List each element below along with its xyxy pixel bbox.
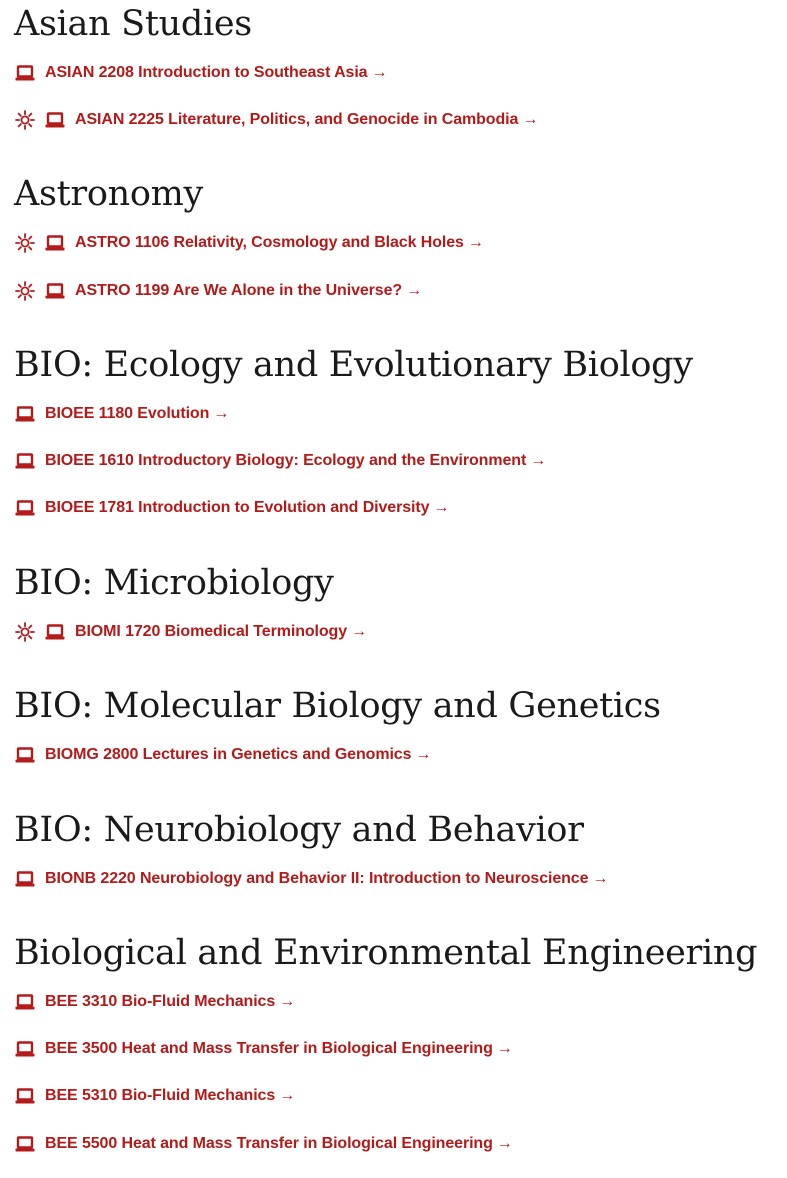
arrow-right-icon: → [351, 623, 368, 640]
arrow-right-icon: → [496, 1135, 513, 1152]
laptop-icon [14, 991, 36, 1013]
course-link[interactable] [14, 1037, 513, 1061]
arrow-right-icon: → [530, 452, 547, 469]
course-link[interactable] [14, 867, 608, 891]
course-title: BEE 5500 Heat and Mass Transfer in Biological Engineering [45, 1135, 493, 1152]
arrow-right-icon: → [371, 64, 388, 81]
sun-icon [14, 280, 36, 302]
laptop-icon [14, 450, 36, 472]
course-title: BIOEE 1180 Evolution [45, 405, 210, 422]
arrow-right-icon: → [279, 993, 296, 1010]
laptop-icon [14, 497, 36, 519]
course-link[interactable] [14, 620, 367, 644]
course-title: BIOMG 2800 Lectures in Genetics and Genomics [45, 746, 412, 763]
subject-section [14, 933, 784, 1152]
course-link[interactable] [14, 496, 449, 520]
laptop-icon [14, 62, 36, 84]
course-link[interactable] [14, 743, 431, 767]
subject-section [14, 4, 784, 128]
subject-section [14, 686, 784, 763]
course-title: BIONB 2220 Neurobiology and Behavior II: Introduction to Neuroscience [45, 870, 589, 887]
sun-icon [14, 232, 36, 254]
laptop-icon [44, 232, 66, 254]
laptop-icon [14, 1038, 36, 1060]
course-title: ASTRO 1106 Relativity, Cosmology and Black Holes [75, 234, 464, 251]
subject-heading: BIO: Molecular Biology and Genetics [14, 686, 661, 726]
subject-section [14, 563, 784, 640]
course-link[interactable] [14, 1084, 295, 1108]
course-title: ASIAN 2208 Introduction to Southeast Asia [45, 64, 368, 81]
course-link[interactable] [14, 108, 538, 132]
laptop-icon [14, 868, 36, 890]
sun-icon [14, 621, 36, 643]
laptop-icon [14, 744, 36, 766]
subject-section [14, 810, 784, 887]
sun-icon [14, 109, 36, 131]
course-link[interactable] [14, 402, 229, 426]
subject-section [14, 345, 784, 516]
course-link[interactable] [14, 1132, 513, 1156]
laptop-icon [14, 1133, 36, 1155]
arrow-right-icon: → [279, 1087, 296, 1104]
course-link[interactable] [14, 61, 387, 85]
course-title: BEE 3500 Heat and Mass Transfer in Biological Engineering [45, 1040, 493, 1057]
subject-heading: BIO: Microbiology [14, 563, 334, 603]
arrow-right-icon: → [433, 499, 450, 516]
subject-heading: Asian Studies [14, 4, 252, 44]
arrow-right-icon: → [406, 282, 423, 299]
course-title: BEE 5310 Bio-Fluid Mechanics [45, 1087, 276, 1104]
subject-heading: BIO: Ecology and Evolutionary Biology [14, 345, 693, 385]
course-title: BIOEE 1610 Introductory Biology: Ecology and the Environment [45, 452, 527, 469]
subject-heading: BIO: Neurobiology and Behavior [14, 810, 584, 850]
course-title: BIOEE 1781 Introduction to Evolution and Diversity [45, 499, 430, 516]
subject-heading: Astronomy [14, 174, 203, 214]
laptop-icon [44, 280, 66, 302]
arrow-right-icon: → [522, 111, 539, 128]
subject-heading: Biological and Environmental Engineering [14, 933, 758, 973]
course-link[interactable] [14, 990, 295, 1014]
laptop-icon [14, 1085, 36, 1107]
course-title: BEE 3310 Bio-Fluid Mechanics [45, 993, 276, 1010]
course-link[interactable] [14, 231, 484, 255]
course-title: ASTRO 1199 Are We Alone in the Universe? [75, 282, 403, 299]
arrow-right-icon: → [467, 234, 484, 251]
laptop-icon [14, 403, 36, 425]
arrow-right-icon: → [415, 746, 432, 763]
course-title: ASIAN 2225 Literature, Politics, and Genocide in Cambodia [75, 111, 519, 128]
laptop-icon [44, 621, 66, 643]
subject-section [14, 174, 784, 299]
course-link[interactable] [14, 279, 422, 303]
course-link[interactable] [14, 449, 546, 473]
laptop-icon [44, 109, 66, 131]
course-title: BIOMI 1720 Biomedical Terminology [75, 623, 348, 640]
arrow-right-icon: → [496, 1040, 513, 1057]
arrow-right-icon: → [213, 405, 230, 422]
arrow-right-icon: → [592, 870, 609, 887]
